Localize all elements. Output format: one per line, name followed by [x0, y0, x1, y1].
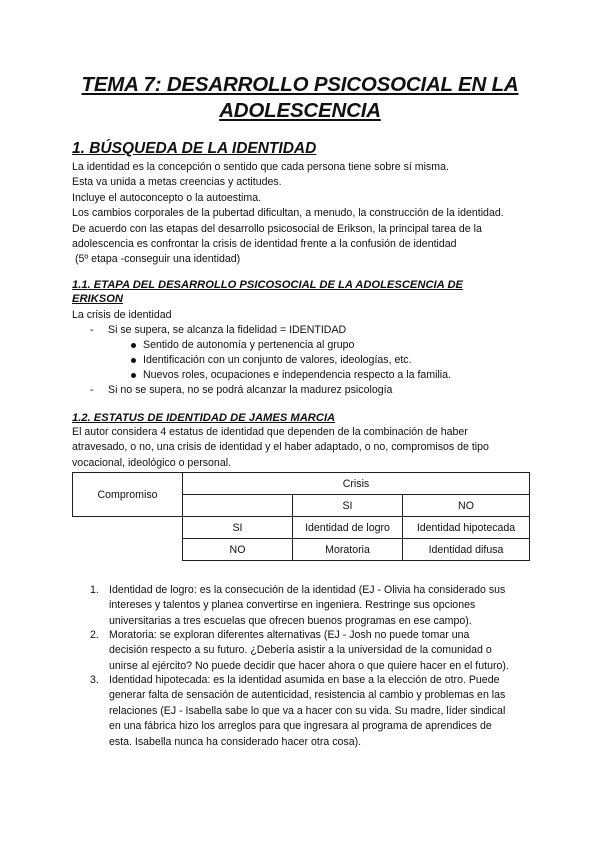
empty-cell: [73, 517, 183, 539]
row-no-header: NO: [183, 539, 293, 561]
list-line: universitarias a tres escuelas que ofrecen buenos programas en ese campo).: [109, 614, 472, 627]
body-line: adolescencia es confrontar la crisis de identidad frente a la confusión de identidad: [72, 238, 457, 251]
list-line: intereses y talentos y planea convertirse en ingeniera. Restringe sus opciones: [109, 599, 476, 612]
list-line: en una fábrica hizo los arreglos para que ingresara al programa de aprendices de: [109, 720, 492, 733]
section-1-2-body: [72, 425, 542, 471]
identity-status-table: [72, 472, 530, 561]
table-row: [73, 473, 530, 495]
body-line: Esta va unida a metas creencias y actitudes.: [72, 176, 282, 189]
bullet-icon: [131, 358, 136, 363]
list-number: 2.: [90, 629, 99, 641]
list-number: 1.: [90, 584, 99, 596]
heading-line: ERIKSON: [72, 293, 123, 305]
list-line: esta. Isabella nunca ha considerado hacer otra cosa).: [109, 735, 362, 748]
body-line: vocacional, ideológico o personal.: [72, 456, 232, 469]
table-cell: Identidad de logro: [293, 517, 403, 539]
bullet-icon: [131, 373, 136, 378]
crisis-header: Crisis: [183, 473, 530, 495]
list-line: unirse al ejército? No puede decidir que hacer ahora o que quiere hacer en el futuro).: [109, 659, 509, 672]
list-text: [109, 673, 539, 750]
list-text: [109, 628, 539, 674]
empty-cell: [183, 495, 293, 517]
section-1-2-heading: 1.2. ESTATUS DE IDENTIDAD DE JAMES MARCIA: [72, 412, 336, 424]
dash-marker: -: [90, 324, 94, 336]
section-1-body: [72, 160, 542, 268]
dash-item-no-supera: Si no se supera, no se podrá alcanzar la madurez psicología: [108, 384, 393, 396]
list-line: decisión respecto a su futuro. ¿Debería asistir a la universidad de la comunidad o: [109, 644, 492, 657]
heading-line: 1.1. ETAPA DEL DESARROLLO PSICOSOCIAL DE LA ADOLESCENCIA DE: [72, 279, 463, 291]
page-title: [60, 72, 540, 124]
list-line: Identidad hipotecada: es la identidad asumida en base a la elección de otro. Puede: [109, 674, 500, 686]
body-line: Los cambios corporales de la pubertad dificultan, a menudo, la construcción de la identidad.: [72, 207, 504, 220]
title-line-1: TEMA 7: DESARROLLO PSICOSOCIAL EN LA: [81, 73, 519, 96]
compromiso-header: Compromiso: [73, 473, 183, 517]
body-line: El autor considera 4 estatus de identidad que dependen de la combinación de haber: [72, 426, 468, 438]
list-line: Identidad de logro: es la consecución de la identidad (EJ - Olivia ha considerado sus: [109, 584, 506, 596]
col-si-header: SI: [293, 495, 403, 517]
bullet-item: Identificación con un conjunto de valores, ideologías, etc.: [143, 354, 412, 366]
list-line: relaciones (EJ - Isabella sabe lo que va a hacer con su vida. Su madre, líder sindical: [109, 704, 506, 717]
table-row: [73, 539, 530, 561]
row-si-header: SI: [183, 517, 293, 539]
list-number: 3.: [90, 674, 99, 686]
list-line: Moratoria: se exploran diferentes alternativas (EJ - Josh no puede tomar una: [109, 629, 470, 641]
bullet-item: Nuevos roles, ocupaciones e independencia respecto a la familia.: [143, 369, 451, 381]
table-cell: Identidad hipotecada: [403, 517, 530, 539]
list-text: [109, 583, 539, 629]
table-row: [73, 517, 530, 539]
body-line: Incluye el autoconcepto o la autoestima.: [72, 191, 262, 204]
col-no-header: NO: [403, 495, 530, 517]
crisis-intro: La crisis de identidad: [72, 309, 172, 321]
table-cell: Moratoria: [293, 539, 403, 561]
body-line: De acuerdo con las etapas del desarrollo psicosocial de Erikson, la principal tarea de la: [72, 222, 482, 235]
table-cell: Identidad difusa: [403, 539, 530, 561]
body-line: (5º etapa -conseguir una identidad): [72, 253, 241, 266]
bullet-icon: [131, 343, 136, 348]
section-1-1-heading: [72, 278, 542, 306]
dash-marker: -: [90, 384, 94, 396]
body-line: atravesado, o no, una crisis de identidad y el haber adaptado, o no, compromisos de tipo: [72, 441, 489, 454]
bullet-item: Sentido de autonomía y pertenencia al grupo: [143, 339, 355, 351]
empty-cell: [73, 539, 183, 561]
dash-item-supera: Si se supera, se alcanza la fidelidad = IDENTIDAD: [108, 324, 347, 336]
title-line-2: ADOLESCENCIA: [219, 99, 381, 122]
section-1-heading: 1. BÚSQUEDA DE LA IDENTIDAD: [72, 140, 317, 157]
body-line: La identidad es la concepción o sentido que cada persona tiene sobre sí misma.: [72, 161, 449, 173]
list-line: generar falta de sensación de autenticidad, resistencia al cambio y problemas en las: [109, 689, 506, 702]
